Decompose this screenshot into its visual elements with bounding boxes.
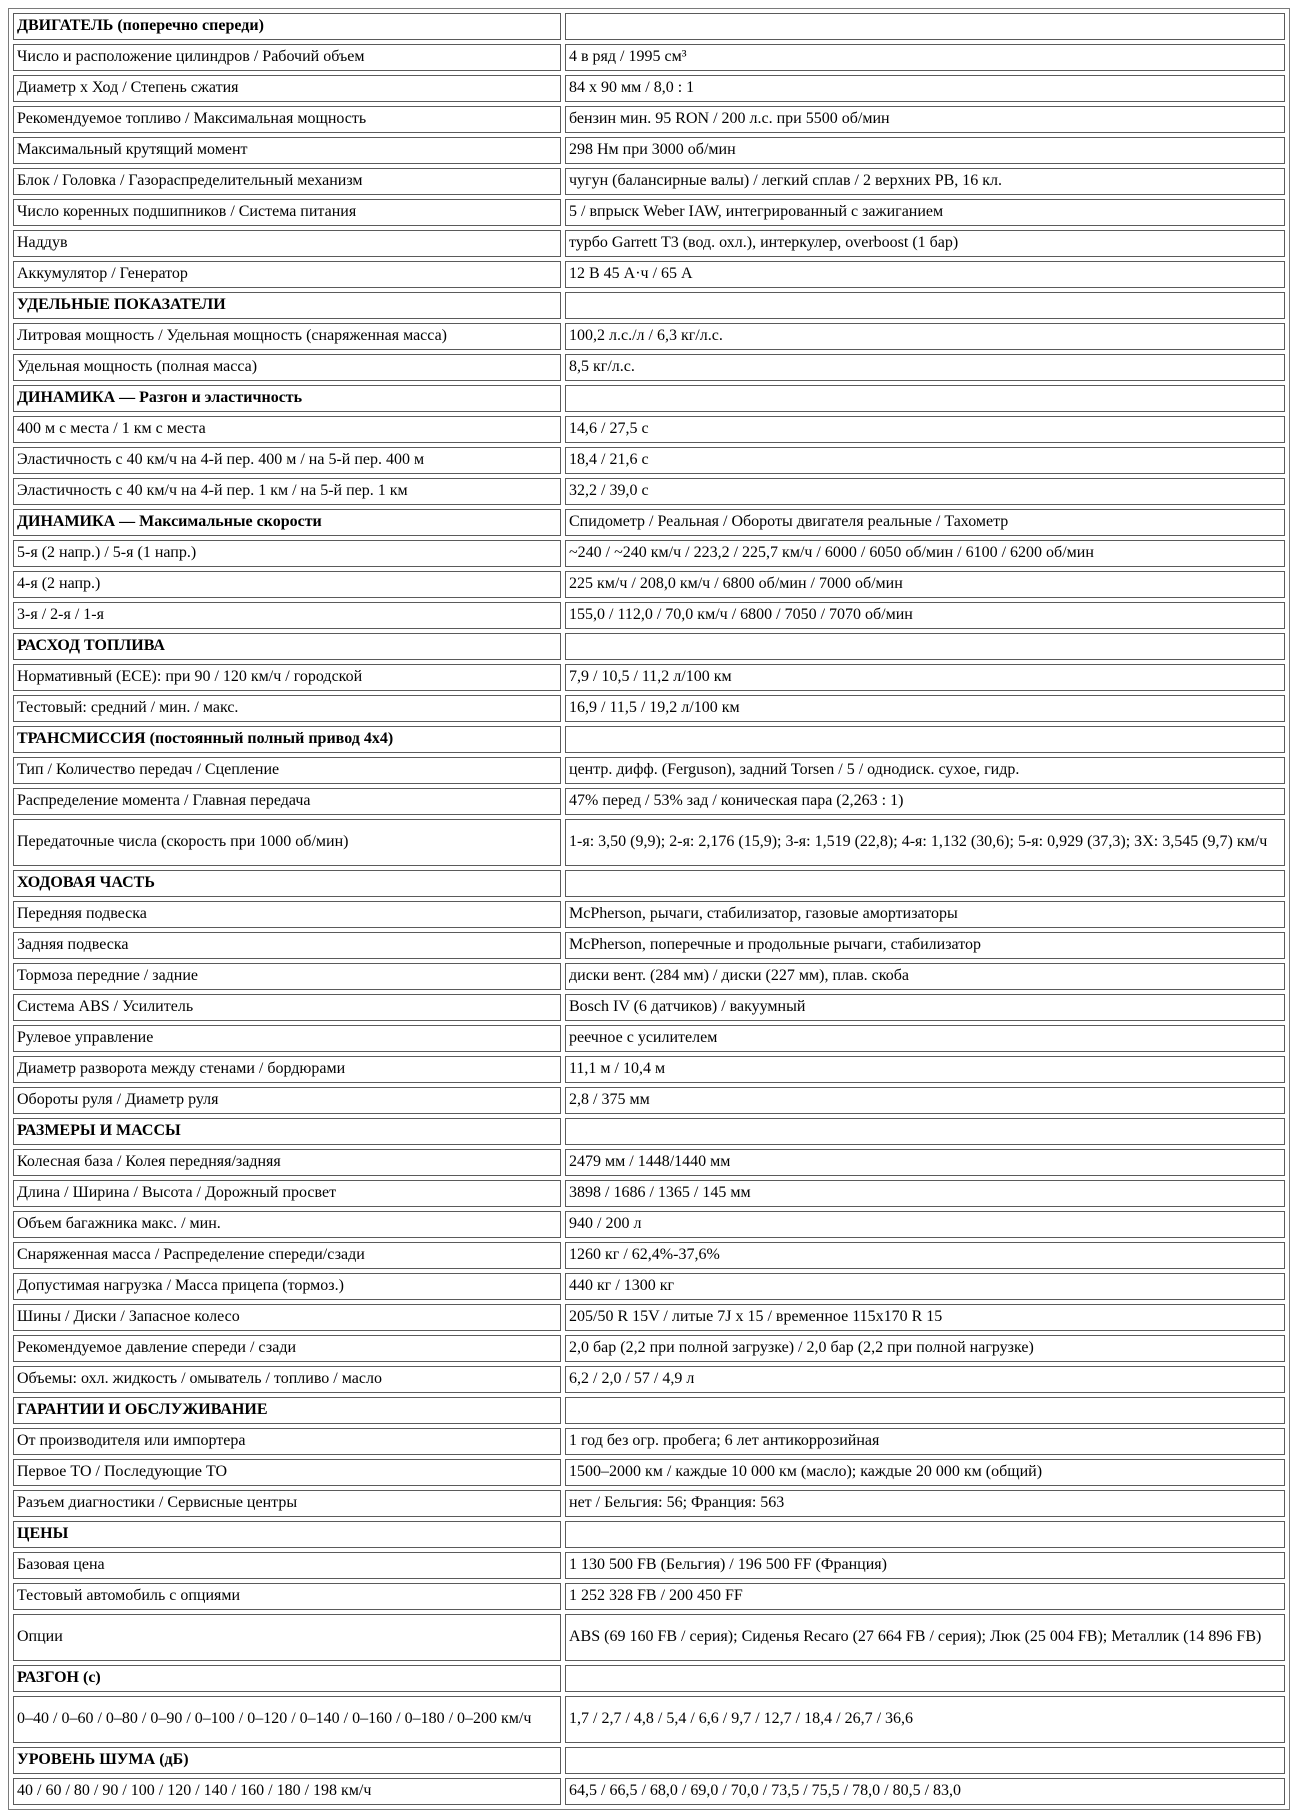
parameter-label: Диаметр разворота между стенами / бордюрами bbox=[13, 1056, 561, 1083]
table-row bbox=[13, 1459, 1285, 1486]
table-row bbox=[13, 757, 1285, 784]
table-row bbox=[13, 994, 1285, 1021]
parameter-label: Объем багажника макс. / мин. bbox=[13, 1211, 561, 1238]
parameter-value: 2,0 бар (2,2 при полной загрузке) / 2,0 бар (2,2 при полной нагрузке) bbox=[565, 1335, 1285, 1362]
table-row bbox=[13, 1614, 1285, 1661]
section-header-row bbox=[13, 1521, 1285, 1548]
section-header-row bbox=[13, 633, 1285, 660]
parameter-value: диски вент. (284 мм) / диски (227 мм), плав. скоба bbox=[565, 963, 1285, 990]
parameter-label: Рекомендуемое топливо / Максимальная мощность bbox=[13, 106, 561, 133]
spec-table-body bbox=[13, 13, 1285, 1805]
parameter-value: ABS (69 160 FB / серия); Сиденья Recaro (27 664 FB / серия); Люк (25 004 FB); Металлик (14 896 FB) bbox=[565, 1614, 1285, 1661]
parameter-label: Шины / Диски / Запасное колесо bbox=[13, 1304, 561, 1331]
parameter-label: Число и расположение цилиндров / Рабочий объем bbox=[13, 44, 561, 71]
table-row bbox=[13, 1273, 1285, 1300]
parameter-value: 18,4 / 21,6 с bbox=[565, 447, 1285, 474]
section-value: Спидометр / Реальная / Обороты двигателя реальные / Тахометр bbox=[565, 509, 1285, 536]
table-row bbox=[13, 1056, 1285, 1083]
section-value bbox=[565, 1747, 1285, 1774]
section-header-row bbox=[13, 13, 1285, 40]
parameter-label: Тестовый автомобиль с опциями bbox=[13, 1583, 561, 1610]
parameter-label: 0–40 / 0–60 / 0–80 / 0–90 / 0–100 / 0–120 / 0–140 / 0–160 / 0–180 / 0–200 км/ч bbox=[13, 1696, 561, 1743]
parameter-label: Базовая цена bbox=[13, 1552, 561, 1579]
parameter-label: 3-я / 2-я / 1-я bbox=[13, 602, 561, 629]
parameter-value: ~240 / ~240 км/ч / 223,2 / 225,7 км/ч / 6000 / 6050 об/мин / 6100 / 6200 об/мин bbox=[565, 540, 1285, 567]
section-title: ГАРАНТИИ И ОБСЛУЖИВАНИЕ bbox=[13, 1397, 561, 1424]
table-row bbox=[13, 323, 1285, 350]
section-title: ЦЕНЫ bbox=[13, 1521, 561, 1548]
parameter-label: Эластичность с 40 км/ч на 4-й пер. 400 м / на 5-й пер. 400 м bbox=[13, 447, 561, 474]
parameter-label: Удельная мощность (полная масса) bbox=[13, 354, 561, 381]
table-row bbox=[13, 1304, 1285, 1331]
parameter-value: McPherson, поперечные и продольные рычаги, стабилизатор bbox=[565, 932, 1285, 959]
section-title: ДИНАМИКА — Максимальные скорости bbox=[13, 509, 561, 536]
table-row bbox=[13, 901, 1285, 928]
parameter-value: 1 252 328 FB / 200 450 FF bbox=[565, 1583, 1285, 1610]
parameter-label: 40 / 60 / 80 / 90 / 100 / 120 / 140 / 160 / 180 / 198 км/ч bbox=[13, 1778, 561, 1805]
section-header-row bbox=[13, 1397, 1285, 1424]
parameter-label: 4-я (2 напр.) bbox=[13, 571, 561, 598]
table-row bbox=[13, 664, 1285, 691]
table-row bbox=[13, 230, 1285, 257]
parameter-value: 440 кг / 1300 кг bbox=[565, 1273, 1285, 1300]
section-header-row bbox=[13, 726, 1285, 753]
parameter-label: Диаметр x Ход / Степень сжатия bbox=[13, 75, 561, 102]
section-title: РАЗГОН (с) bbox=[13, 1665, 561, 1692]
parameter-label: Опции bbox=[13, 1614, 561, 1661]
parameter-label: Система ABS / Усилитель bbox=[13, 994, 561, 1021]
parameter-label: Эластичность с 40 км/ч на 4-й пер. 1 км / на 5-й пер. 1 км bbox=[13, 478, 561, 505]
table-row bbox=[13, 788, 1285, 815]
section-value bbox=[565, 633, 1285, 660]
section-value bbox=[565, 1521, 1285, 1548]
parameter-value: 12 В 45 А·ч / 65 А bbox=[565, 261, 1285, 288]
table-row bbox=[13, 1087, 1285, 1114]
parameter-label: Первое ТО / Последующие ТО bbox=[13, 1459, 561, 1486]
table-row bbox=[13, 1366, 1285, 1393]
table-row bbox=[13, 75, 1285, 102]
parameter-label: Рекомендуемое давление спереди / сзади bbox=[13, 1335, 561, 1362]
parameter-value: McPherson, рычаги, стабилизатор, газовые амортизаторы bbox=[565, 901, 1285, 928]
section-title: УРОВЕНЬ ШУМА (дБ) bbox=[13, 1747, 561, 1774]
section-title: РАСХОД ТОПЛИВА bbox=[13, 633, 561, 660]
table-row bbox=[13, 1583, 1285, 1610]
table-row bbox=[13, 137, 1285, 164]
parameter-label: Рулевое управление bbox=[13, 1025, 561, 1052]
table-row bbox=[13, 819, 1285, 866]
parameter-value: 1 год без огр. пробега; 6 лет антикоррозийная bbox=[565, 1428, 1285, 1455]
parameter-label: Снаряженная масса / Распределение спереди/сзади bbox=[13, 1242, 561, 1269]
section-title: УДЕЛЬНЫЕ ПОКАЗАТЕЛИ bbox=[13, 292, 561, 319]
parameter-label: Максимальный крутящий момент bbox=[13, 137, 561, 164]
parameter-value: 64,5 / 66,5 / 68,0 / 69,0 / 70,0 / 73,5 / 75,5 / 78,0 / 80,5 / 83,0 bbox=[565, 1778, 1285, 1805]
table-row bbox=[13, 447, 1285, 474]
parameter-value: 32,2 / 39,0 с bbox=[565, 478, 1285, 505]
section-header-row bbox=[13, 292, 1285, 319]
spec-table bbox=[8, 8, 1290, 1810]
parameter-value: 1-я: 3,50 (9,9); 2-я: 2,176 (15,9); 3-я: 1,519 (22,8); 4-я: 1,132 (30,6); 5-я: 0,929 (37,3); ЗХ: 3,545 (9,7) км/ч bbox=[565, 819, 1285, 866]
table-row bbox=[13, 1335, 1285, 1362]
parameter-value: 3898 / 1686 / 1365 / 145 мм bbox=[565, 1180, 1285, 1207]
table-row bbox=[13, 1696, 1285, 1743]
parameter-value: 298 Нм при 3000 об/мин bbox=[565, 137, 1285, 164]
parameter-label: Передняя подвеска bbox=[13, 901, 561, 928]
table-row bbox=[13, 44, 1285, 71]
parameter-label: Обороты руля / Диаметр руля bbox=[13, 1087, 561, 1114]
parameter-value: 6,2 / 2,0 / 57 / 4,9 л bbox=[565, 1366, 1285, 1393]
section-value bbox=[565, 1665, 1285, 1692]
table-row bbox=[13, 1025, 1285, 1052]
table-row bbox=[13, 354, 1285, 381]
parameter-value: нет / Бельгия: 56; Франция: 563 bbox=[565, 1490, 1285, 1517]
table-row bbox=[13, 106, 1285, 133]
parameter-value: 5 / впрыск Weber IAW, интегрированный с зажиганием bbox=[565, 199, 1285, 226]
table-row bbox=[13, 1778, 1285, 1805]
parameter-value: Bosch IV (6 датчиков) / вакуумный bbox=[565, 994, 1285, 1021]
parameter-label: Литровая мощность / Удельная мощность (снаряженная масса) bbox=[13, 323, 561, 350]
parameter-value: 8,5 кг/л.с. bbox=[565, 354, 1285, 381]
section-title: ТРАНСМИССИЯ (постоянный полный привод 4x4) bbox=[13, 726, 561, 753]
section-title: РАЗМЕРЫ И МАССЫ bbox=[13, 1118, 561, 1145]
parameter-label: Наддув bbox=[13, 230, 561, 257]
parameter-value: 14,6 / 27,5 с bbox=[565, 416, 1285, 443]
parameter-value: 225 км/ч / 208,0 км/ч / 6800 об/мин / 7000 об/мин bbox=[565, 571, 1285, 598]
section-header-row bbox=[13, 385, 1285, 412]
parameter-label: 5-я (2 напр.) / 5-я (1 напр.) bbox=[13, 540, 561, 567]
parameter-value: 47% перед / 53% зад / коническая пара (2,263 : 1) bbox=[565, 788, 1285, 815]
parameter-label: 400 м с места / 1 км с места bbox=[13, 416, 561, 443]
table-row bbox=[13, 199, 1285, 226]
parameter-value: 2479 мм / 1448/1440 мм bbox=[565, 1149, 1285, 1176]
parameter-value: 84 x 90 мм / 8,0 : 1 bbox=[565, 75, 1285, 102]
parameter-value: 940 / 200 л bbox=[565, 1211, 1285, 1238]
table-row bbox=[13, 1242, 1285, 1269]
parameter-label: Аккумулятор / Генератор bbox=[13, 261, 561, 288]
parameter-label: Блок / Головка / Газораспределительный механизм bbox=[13, 168, 561, 195]
table-row bbox=[13, 1149, 1285, 1176]
parameter-label: От производителя или импортера bbox=[13, 1428, 561, 1455]
section-value bbox=[565, 385, 1285, 412]
section-title: ДИНАМИКА — Разгон и эластичность bbox=[13, 385, 561, 412]
parameter-value: чугун (балансирные валы) / легкий сплав / 2 верхних РВ, 16 кл. bbox=[565, 168, 1285, 195]
parameter-label: Тип / Количество передач / Сцепление bbox=[13, 757, 561, 784]
parameter-value: 7,9 / 10,5 / 11,2 л/100 км bbox=[565, 664, 1285, 691]
parameter-value: турбо Garrett T3 (вод. охл.), интеркулер, overboost (1 бар) bbox=[565, 230, 1285, 257]
table-row bbox=[13, 261, 1285, 288]
parameter-value: центр. дифф. (Ferguson), задний Torsen / 5 / однодиск. сухое, гидр. bbox=[565, 757, 1285, 784]
parameter-label: Допустимая нагрузка / Масса прицепа (тормоз.) bbox=[13, 1273, 561, 1300]
table-row bbox=[13, 1428, 1285, 1455]
table-row bbox=[13, 695, 1285, 722]
table-row bbox=[13, 1552, 1285, 1579]
parameter-value: 1500–2000 км / каждые 10 000 км (масло); каждые 20 000 км (общий) bbox=[565, 1459, 1285, 1486]
parameter-value: 11,1 м / 10,4 м bbox=[565, 1056, 1285, 1083]
section-value bbox=[565, 870, 1285, 897]
parameter-value: 1260 кг / 62,4%-37,6% bbox=[565, 1242, 1285, 1269]
section-value bbox=[565, 1118, 1285, 1145]
parameter-value: 4 в ряд / 1995 см³ bbox=[565, 44, 1285, 71]
parameter-label: Тестовый: средний / мин. / макс. bbox=[13, 695, 561, 722]
parameter-value: 100,2 л.с./л / 6,3 кг/л.с. bbox=[565, 323, 1285, 350]
parameter-value: реечное с усилителем bbox=[565, 1025, 1285, 1052]
parameter-label: Разъем диагностики / Сервисные центры bbox=[13, 1490, 561, 1517]
section-header-row bbox=[13, 1665, 1285, 1692]
parameter-value: бензин мин. 95 RON / 200 л.с. при 5500 об/мин bbox=[565, 106, 1285, 133]
parameter-label: Задняя подвеска bbox=[13, 932, 561, 959]
parameter-label: Колесная база / Колея передняя/задняя bbox=[13, 1149, 561, 1176]
parameter-label: Объемы: охл. жидкость / омыватель / топливо / масло bbox=[13, 1366, 561, 1393]
section-header-row bbox=[13, 1747, 1285, 1774]
table-row bbox=[13, 416, 1285, 443]
parameter-value: 155,0 / 112,0 / 70,0 км/ч / 6800 / 7050 / 7070 об/мин bbox=[565, 602, 1285, 629]
parameter-label: Нормативный (ECE): при 90 / 120 км/ч / городской bbox=[13, 664, 561, 691]
table-row bbox=[13, 932, 1285, 959]
table-row bbox=[13, 478, 1285, 505]
parameter-value: 2,8 / 375 мм bbox=[565, 1087, 1285, 1114]
parameter-value: 205/50 R 15V / литые 7J x 15 / временное 115x170 R 15 bbox=[565, 1304, 1285, 1331]
parameter-label: Передаточные числа (скорость при 1000 об/мин) bbox=[13, 819, 561, 866]
parameter-value: 1 130 500 FB (Бельгия) / 196 500 FF (Франция) bbox=[565, 1552, 1285, 1579]
parameter-label: Длина / Ширина / Высота / Дорожный просвет bbox=[13, 1180, 561, 1207]
section-value bbox=[565, 13, 1285, 40]
table-row bbox=[13, 1180, 1285, 1207]
table-row bbox=[13, 602, 1285, 629]
table-row bbox=[13, 540, 1285, 567]
section-value bbox=[565, 1397, 1285, 1424]
parameter-label: Число коренных подшипников / Система питания bbox=[13, 199, 561, 226]
parameter-value: 1,7 / 2,7 / 4,8 / 5,4 / 6,6 / 9,7 / 12,7 / 18,4 / 26,7 / 36,6 bbox=[565, 1696, 1285, 1743]
section-header-row bbox=[13, 870, 1285, 897]
table-row bbox=[13, 571, 1285, 598]
section-header-row bbox=[13, 1118, 1285, 1145]
parameter-label: Распределение момента / Главная передача bbox=[13, 788, 561, 815]
parameter-label: Тормоза передние / задние bbox=[13, 963, 561, 990]
section-title: ДВИГАТЕЛЬ (поперечно спереди) bbox=[13, 13, 561, 40]
section-title: ХОДОВАЯ ЧАСТЬ bbox=[13, 870, 561, 897]
parameter-value: 16,9 / 11,5 / 19,2 л/100 км bbox=[565, 695, 1285, 722]
table-row bbox=[13, 1211, 1285, 1238]
table-row bbox=[13, 168, 1285, 195]
section-value bbox=[565, 726, 1285, 753]
table-row bbox=[13, 963, 1285, 990]
section-header-row bbox=[13, 509, 1285, 536]
table-row bbox=[13, 1490, 1285, 1517]
section-value bbox=[565, 292, 1285, 319]
